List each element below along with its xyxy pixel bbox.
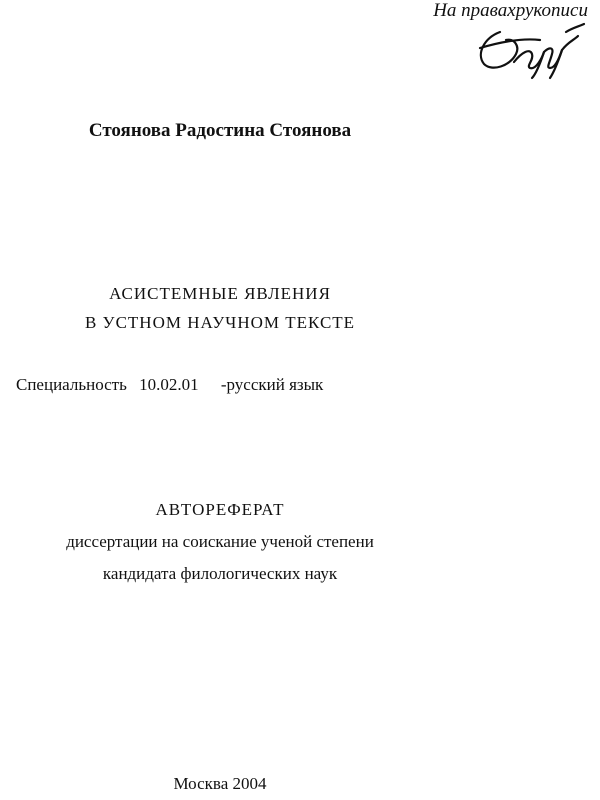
city-year: Москва 2004	[173, 774, 267, 793]
author-name: Стоянова Радостина Стоянова	[88, 120, 352, 141]
document-description-line-2: кандидата филологических наук	[102, 564, 338, 583]
document-description-line-1: диссертации на соискание ученой степени	[66, 532, 374, 551]
manuscript-stamp: На правахрукописи	[433, 0, 588, 21]
dissertation-title-line-1: АСИСТЕМНЫЕ ЯВЛЕНИЯ	[109, 284, 331, 303]
specialty-line	[16, 375, 323, 395]
dissertation-title-line-2: В УСТНОМ НАУЧНОМ ТЕКСТЕ	[84, 313, 356, 332]
specialty-code: 10.02.01	[139, 375, 199, 394]
document-type: АВТОРЕФЕРАТ	[155, 500, 285, 519]
handwritten-signature-icon	[470, 18, 588, 80]
specialty-field: -русский язык	[220, 375, 324, 394]
specialty-label: Специальность	[16, 375, 127, 394]
